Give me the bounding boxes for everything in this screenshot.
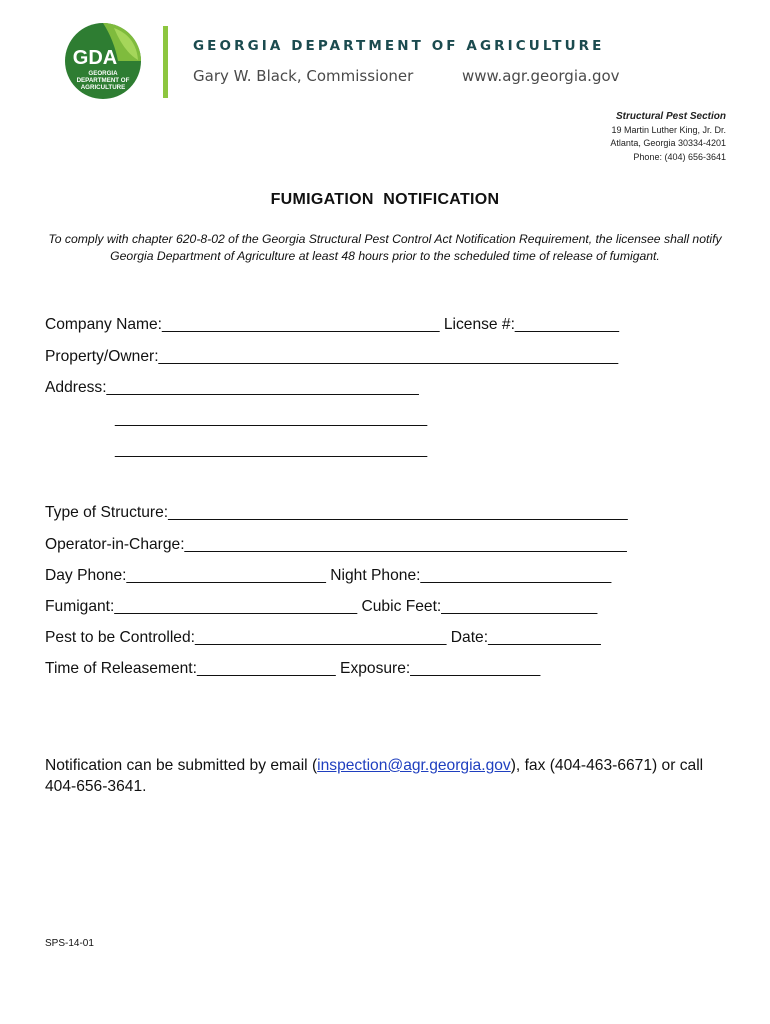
phone-fields[interactable]: Day Phone:_______________________ Night Phone:______________________	[45, 567, 612, 584]
department-name: GEORGIA DEPARTMENT OF AGRICULTURE	[193, 38, 605, 54]
gda-logo	[62, 22, 144, 100]
page-title: FUMIGATION NOTIFICATION	[270, 191, 500, 208]
structure-type-field[interactable]: Type of Structure:_____________________________________________________	[45, 504, 628, 521]
section-address-block	[610, 110, 726, 164]
section-phone: Phone: (404) 656-3641	[633, 151, 726, 162]
company-license-field[interactable]: Company Name:________________________________ License #:____________	[45, 316, 620, 333]
section-city: Atlanta, Georgia 30334-4201	[610, 138, 726, 148]
fumigant-cubic-feet-field[interactable]: Fumigant:____________________________ Cubic Feet:__________________	[45, 598, 598, 615]
address-field[interactable]: Address:____________________________________	[45, 379, 419, 396]
section-name: Structural Pest Section	[615, 111, 726, 122]
operator-in-charge-field[interactable]: Operator-in-Charge:___________________________________________________	[45, 536, 627, 553]
submission-notice	[45, 755, 710, 797]
email-link[interactable]: inspection@agr.georgia.gov	[317, 757, 511, 774]
intro-paragraph: To comply with chapter 620-8-02 of the Georgia Structural Pest Control Act Notification Requirement, the licensee shall notify Georgia Department of Agriculture at least 48 hours prior to the scheduled time of release of fumigant.	[48, 232, 722, 263]
section-street: 19 Martin Luther King, Jr. Dr.	[611, 124, 726, 135]
website-link[interactable]: www.agr.georgia.gov	[462, 67, 620, 85]
property-owner-field[interactable]: Property/Owner:_____________________________________________________	[45, 348, 619, 365]
notice-text-after: ), fax (404-463-6671) or call 404-656-3641.	[45, 757, 704, 795]
logo-subtext-1: GEORGIA	[88, 70, 118, 77]
logo-text: GDA	[72, 47, 118, 69]
pest-date-field[interactable]: Pest to be Controlled:_____________________________ Date:_____________	[45, 629, 601, 646]
header-divider	[163, 26, 168, 98]
address-field-line-2[interactable]: ____________________________________	[115, 410, 428, 427]
form-code: SPS-14-01	[45, 938, 94, 949]
release-exposure-field[interactable]: Time of Releasement:________________ Exposure:_______________	[45, 660, 541, 677]
notice-text-before: Notification can be submitted by email (	[45, 757, 318, 774]
logo-subtext-3: AGRICULTURE	[80, 84, 126, 91]
logo-subtext-2: DEPARTMENT OF	[76, 77, 130, 84]
commissioner-name: Gary W. Black, Commissioner	[193, 67, 414, 85]
address-field-line-3[interactable]: ____________________________________	[115, 441, 428, 458]
